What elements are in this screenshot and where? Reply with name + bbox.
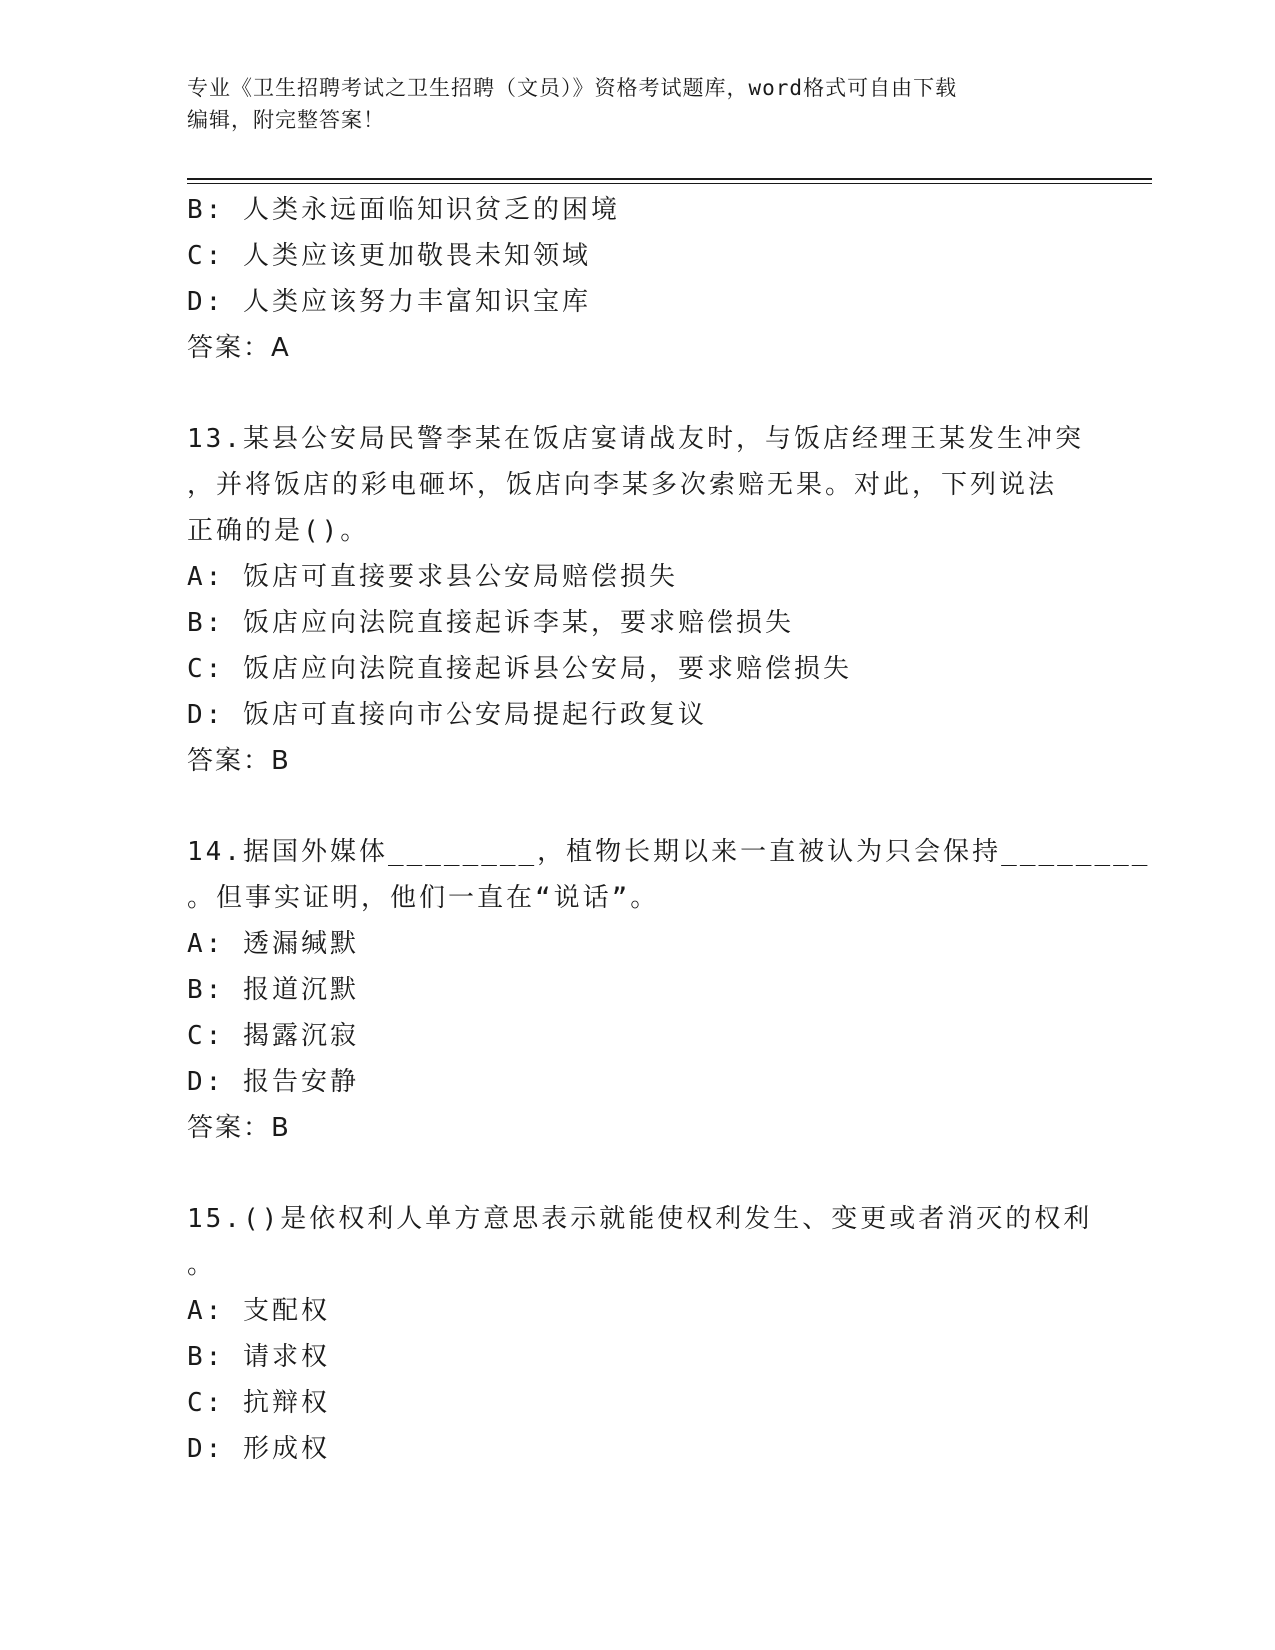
header-divider-thin [187, 183, 1152, 184]
option-a: A: 透漏缄默 [187, 929, 359, 959]
header-line-1: 专业《卫生招聘考试之卫生招聘（文员）》资格考试题库，word格式可自由下载 [187, 76, 958, 100]
option-d: D: 饭店可直接向市公安局提起行政复议 [187, 700, 707, 730]
answer: 答案：B [187, 746, 291, 776]
question-stem-line: 。 [187, 1250, 217, 1280]
question-12-tail [187, 187, 1087, 371]
option-c: C: 揭露沉寂 [187, 1021, 359, 1051]
spacer [187, 784, 1087, 829]
option-c: C: 人类应该更加敬畏未知领域 [187, 241, 591, 271]
question-15 [187, 1196, 1093, 1472]
option-b: B: 请求权 [187, 1342, 330, 1372]
document-header [187, 72, 1067, 136]
option-d: D: 报告安静 [187, 1067, 359, 1097]
option-c: C: 抗辩权 [187, 1388, 330, 1418]
question-stem-line: 正确的是()。 [187, 516, 370, 546]
question-stem-line: 14.据国外媒体________，植物长期以来一直被认为只会保持________ [187, 837, 1151, 867]
option-c: C: 饭店应向法院直接起诉县公安局，要求赔偿损失 [187, 654, 852, 684]
option-b: B: 饭店应向法院直接起诉李某，要求赔偿损失 [187, 608, 794, 638]
spacer [187, 371, 1087, 416]
header-divider [187, 178, 1152, 180]
answer: 答案：B [187, 1113, 291, 1143]
question-list [187, 187, 1151, 1472]
option-a: A: 支配权 [187, 1296, 330, 1326]
option-d: D: 人类应该努力丰富知识宝库 [187, 287, 591, 317]
question-stem-line: ，并将饭店的彩电砸坏，饭店向李某多次索赔无果。对此，下列说法 [187, 470, 1058, 500]
option-b: B: 报道沉默 [187, 975, 359, 1005]
question-stem-line: 。但事实证明，他们一直在“说话”。 [187, 883, 660, 913]
option-a: A: 饭店可直接要求县公安局赔偿损失 [187, 562, 678, 592]
answer: 答案：A [187, 333, 291, 363]
question-13 [187, 416, 1087, 784]
question-stem-line: 13.某县公安局民警李某在饭店宴请战友时，与饭店经理王某发生冲突 [187, 424, 1084, 454]
option-b: B: 人类永远面临知识贫乏的困境 [187, 195, 620, 225]
question-stem-line: 15.()是依权利人单方意思表示就能使权利发生、变更或者消灭的权利 [187, 1204, 1093, 1234]
question-14 [187, 829, 1151, 1151]
header-line-2: 编辑，附完整答案！ [187, 108, 385, 132]
option-d: D: 形成权 [187, 1434, 330, 1464]
spacer [187, 1151, 1087, 1196]
